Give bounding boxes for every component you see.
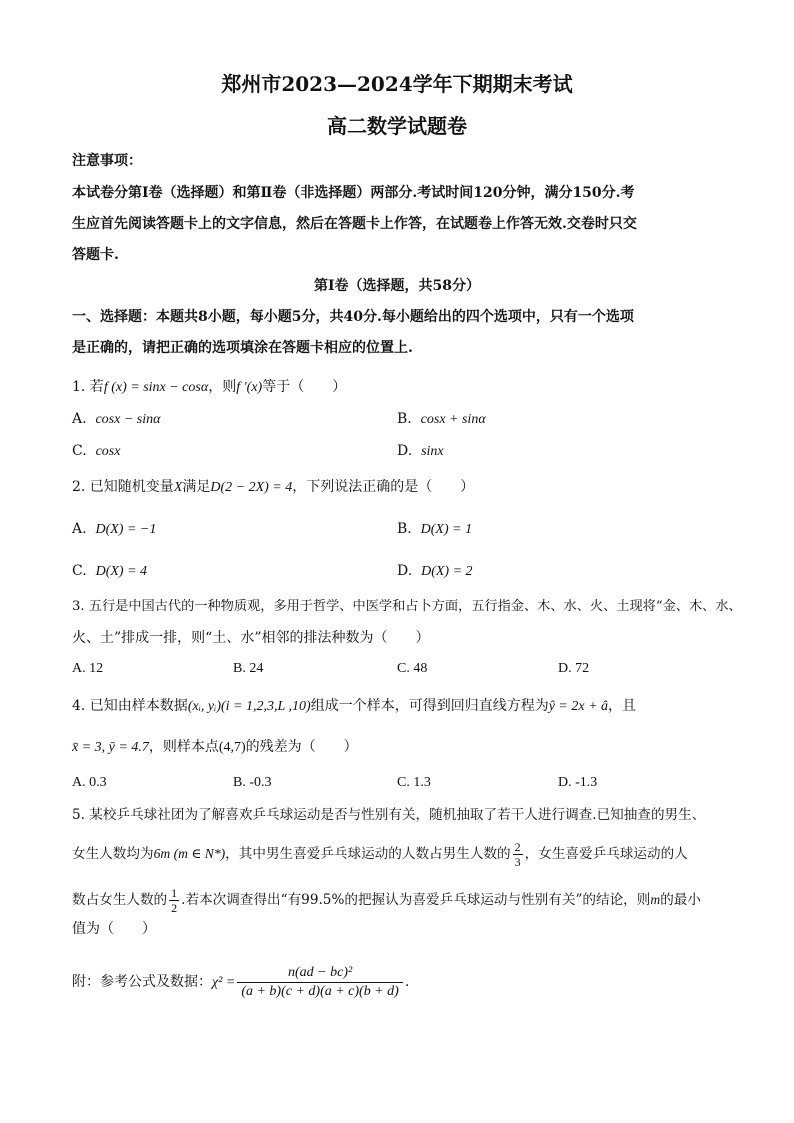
q1-option-b: B. cosx + sinα <box>397 411 486 427</box>
q5-var-m: m <box>650 892 661 907</box>
q5-reference: 附：参考公式及数据：χ² = $\frac{\text{n(ad − bc)²}}{(a + b)(c + d)(a + c)(b + d)}$ . <box>72 964 410 999</box>
q5-chi-square: χ² = <box>212 975 236 990</box>
question-1 <box>72 378 346 397</box>
q4-post2: 的残差为（ ） <box>245 739 358 755</box>
q4-option-b: B. -0.3 <box>233 775 272 790</box>
q2-var: X <box>173 480 183 495</box>
q5-chi-formula: $\frac{\text{n(ad − bc)²}}{(a + b)(c + d)(a + c)(b + d)}$ <box>237 964 403 1001</box>
q4-point: (4,7) <box>218 740 246 755</box>
q2-post: ，下列说法正确的是（ ） <box>292 479 475 495</box>
notice-line-1: 本试卷分第Ⅰ卷（选择题）和第Ⅱ卷（非选择题）两部分.考试时间120分钟，满分150分.考 <box>72 185 635 201</box>
q1-post: 等于（ ） <box>262 379 347 395</box>
q5-ref-label: 附：参考公式及数据： <box>72 974 212 990</box>
question-4 <box>72 697 636 716</box>
q2-pre: 2. 已知随机变量 <box>72 479 174 495</box>
section1-line-1: 一、选择题：本题共8小题，每小题5分，共40分.每小题给出的四个选项中，只有一个选项 <box>72 309 634 325</box>
q4-mid2: ，则样本点 <box>148 739 219 755</box>
q1-mid: ，则 <box>208 379 237 395</box>
q2-option-a: A. D(X) = −1 <box>72 521 157 537</box>
q3-option-c: C. 48 <box>397 661 428 676</box>
q4-option-d: D. -1.3 <box>558 775 598 790</box>
q3-line-1: 3. 五行是中国古代的一种物质观，多用于哲学、中医学和占卜方面，五行指金、木、水、火、土现将“金、木、水、 <box>72 599 742 614</box>
q1-option-a: A. cosx − sinα <box>72 411 161 427</box>
q4-option-a: A. 0.3 <box>72 775 107 790</box>
q3-option-b: B. 24 <box>233 661 264 676</box>
notice-line-2: 生应首先阅读答题卡上的文字信息，然后在答题卡上作答，在试题卷上作答无效.交卷时只交 <box>72 216 637 232</box>
q5-line-4: 值为（ ） <box>72 921 156 937</box>
q2-option-d: D. D(X) = 2 <box>397 563 473 579</box>
q5-fraction-two-thirds: $\frac{2}{3}$ <box>514 840 521 869</box>
q2-option-b: B. D(X) = 1 <box>397 521 473 537</box>
q2-condition: D(2 − 2X) = 4 <box>210 480 293 495</box>
q1-function: f (x) = sinx − cosα <box>103 380 209 395</box>
q2-option-c: C. D(X) = 4 <box>72 563 148 579</box>
q4-line-2 <box>72 738 358 757</box>
q1-derivative: f ′(x) <box>236 380 263 395</box>
section1-line-2: 是正确的，请把正确的选项填涂在答题卡相应的位置上. <box>72 340 413 356</box>
q1-option-c: C. cosx <box>72 443 121 459</box>
q4-mid: 组成一个样本，可得到回归直线方程为 <box>310 698 549 714</box>
notice-line-3: 答题卡. <box>72 247 119 263</box>
q4-post: ，且 <box>608 698 637 714</box>
q2-mid: 满足 <box>182 479 211 495</box>
q3-option-d: D. 72 <box>558 661 590 676</box>
q4-means: x̄ = 3, ȳ = 4.7 <box>72 740 149 755</box>
q3-line-2: 火、土”排成一排，则“土、水”相邻的排法种数为（ ） <box>72 630 430 646</box>
q5-line-3: 数占女生人数的 $\frac{1}{2}$ .若本次调查得出“有99.5%的把握认为喜爱乒乓球运动与性别有关”的结论，则m的最小 <box>72 886 701 915</box>
q4-pre: 4. 已知由样本数据 <box>72 698 188 714</box>
part1-title: 第Ⅰ卷（选择题，共58分） <box>313 278 481 294</box>
q5-fraction-one-half: $\frac{1}{2}$ <box>171 886 178 915</box>
q4-data: (xᵢ, yᵢ)(i = 1,2,3,L ,10) <box>187 699 311 714</box>
question-2 <box>72 478 474 497</box>
q3-option-a: A. 12 <box>72 661 104 676</box>
q5-line-2: 女生人数均为6m (m ∈ N*)，其中男生喜爱乒乓球运动的人数占男生人数的 $\frac{2}{3}$ ，女生喜爱乒乓球运动的人 <box>72 840 688 869</box>
q4-regression: ŷ = 2x + â <box>548 699 609 714</box>
q5-line-1: 5. 某校乒乓球社团为了解喜欢乒乓球运动是否与性别有关，随机抽取了若干人进行调查.已知抽查的男生、 <box>72 807 706 823</box>
q4-option-c: C. 1.3 <box>397 775 431 790</box>
q1-option-d: D. sinx <box>397 443 444 459</box>
exam-subtitle: 高二数学试题卷 <box>327 114 467 138</box>
exam-title: 郑州市2023—2024学年下期期末考试 <box>221 72 573 96</box>
q1-pre: 1. 若 <box>72 379 104 395</box>
notice-heading: 注意事项： <box>72 153 142 169</box>
q5-math-m: 6m (m ∈ N*) <box>153 846 226 861</box>
